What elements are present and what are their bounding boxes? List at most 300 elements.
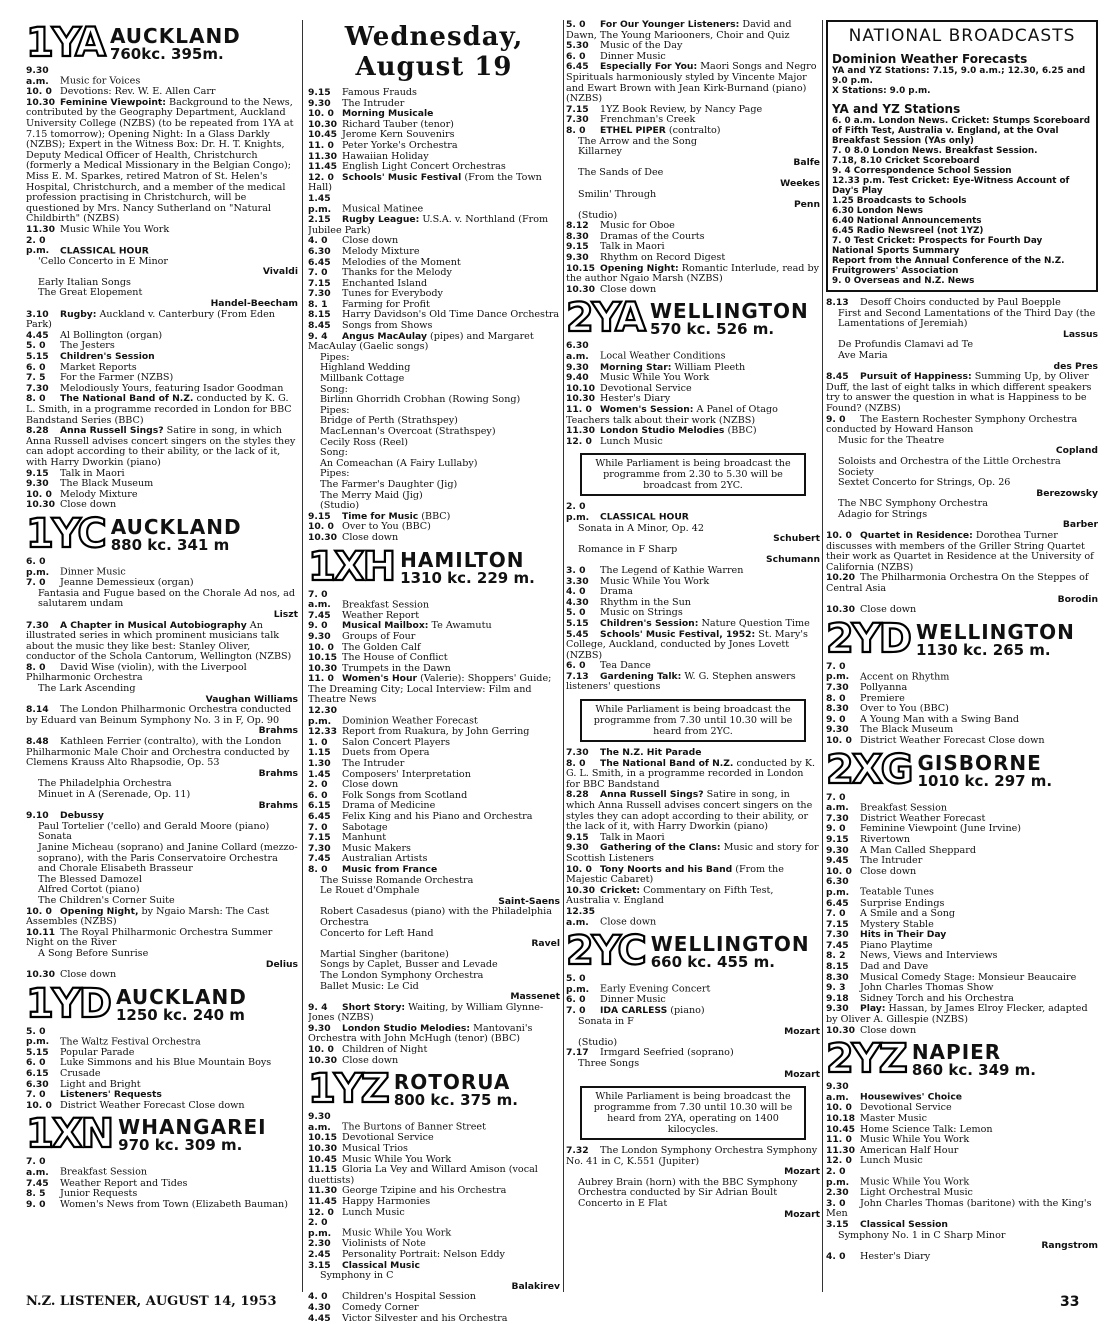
composer: Barber [1062,519,1098,531]
programme-text: Breakfast Session [342,599,430,611]
programme-time: 3.10 [26,308,49,320]
composer: Mozart [784,1208,820,1220]
programme-time: 9. 0 [308,620,328,632]
column-rule [822,20,823,1292]
programme-item [26,257,298,268]
programme-item [26,790,298,801]
programme-time: 9.30 a.m. [308,1111,331,1133]
programme-time: 9. 0 [826,713,846,725]
programme-time: 1.45 p.m. [308,192,332,215]
composer: Rangstrom [1041,1240,1098,1252]
programme-text: A Man Called Sheppard [860,844,976,856]
programme-time: 8. 0 [826,692,846,704]
national-item: 1.25 Broadcasts to Schools [832,196,967,206]
programme-text: Romantic Interlude, read by the author Ngaio Marsh (NZBS) [566,262,820,285]
programme-item [26,98,298,225]
programme-text: The Golden Calf [342,641,421,653]
programme-text: (From the Town Hall) [308,171,542,194]
programme-text: Talk in Maori [600,241,665,253]
programme-time: 5. 0 [566,20,586,30]
column-2 [308,20,560,1324]
programme-item [826,1082,1098,1103]
programme-text: Close down [342,779,399,791]
programme-time: 10.30 [308,531,338,543]
station-name [912,1042,1036,1078]
programme-text: Rivertown [860,833,910,845]
national-item: 7.18, 8.10 Cricket Scoreboard [832,156,980,166]
programme-item [26,589,298,610]
programme-title: Rugby League: [342,214,420,226]
programme-detail: Pipes: [320,404,350,416]
programme-title: Listeners' Requests [60,1089,162,1101]
programme-time: 2. 0 p.m. [566,501,590,523]
programme-time: 9.15 [566,831,589,843]
programme-text: John Charles Thomas (baritone) with the King's Men [826,1197,1092,1220]
programme-text: Sidney Torch and his Orchestra [860,992,1014,1004]
programme-text: Happy Harmonies [342,1196,431,1207]
programme-text: (Valerie): Shoppers' Guide; The Dreaming City; Local Interview: Film and Theatre News [308,673,552,706]
programme-item [566,790,820,832]
programme-text: Music of the Day [600,40,683,52]
programme-detail: Bridge of Perth (Strathspey) [320,415,458,427]
programme-item [26,663,298,684]
programme-text: Music While You Work [600,372,710,384]
programme-item [308,1208,560,1219]
programme-time: 10. 0 [826,865,852,877]
programme-time: 10.15 [308,652,338,664]
programme-text: Talk in Maori [600,831,665,843]
programme-time: 11.45 [308,161,338,173]
programme-text: Popular Parade [60,1046,135,1058]
programme-item [308,1003,560,1024]
programme-time: 7. 0 a.m. [826,791,849,814]
programme-time: 4.30 [308,1301,331,1313]
programme-time: 6.15 [308,800,331,812]
programme-time: 10.30 [26,96,56,108]
station-frequency: 1310 kc. 229 m. [400,568,535,587]
composer: Handel-Beecham [210,298,298,310]
national-item: 9. 0 Overseas and N.Z. News [832,276,975,286]
programme-time: 4.30 [566,596,589,608]
programme-item [566,907,820,928]
programme-time: 7.30 [308,288,331,300]
programme-item [26,557,298,578]
programme-text: Victor Silvester and his Orchestra [342,1312,508,1324]
programme-text: U.S.A. v. Northland (From Jubilee Park) [308,214,549,236]
programme-time: 5. 0 [566,607,586,619]
programme-text: The London Symphony Orchestra Symphony No. 41 in C, K.551 (Jupiter) [566,1145,818,1167]
programme-text: Close down [860,865,917,877]
programme-item [566,264,820,285]
programme-text: Auckland v. Canterbury (From Eden Park) [26,308,275,331]
programme-text: conducted by K. G. L. Smith, in a programme recorded in London for BBC Bandstand Series (BBC) [26,393,292,426]
programme-text: Violinists of Note [342,1238,426,1250]
programme-text: The Legend of Kathie Warren [600,564,744,576]
programme-time: 12. 0 [566,435,592,447]
programme-text: Musical Comedy Stage: Monsieur Beaucaire [860,971,1077,983]
programme-item [566,502,820,523]
programme-item [26,1027,298,1048]
programme-item [308,173,560,194]
programme-text: Felix King and his Piano and Orchestra [342,811,533,822]
page-number: 33 [1060,1294,1080,1310]
programme-text: American Half Hour [860,1144,959,1156]
programme-text: The Black Museum [860,724,954,736]
programme-time: 8.14 [26,704,49,716]
programme-text: Feminine Viewpoint (June Irvine) [860,823,1022,835]
programme-detail: 'Cello Concerto in E Minor [38,255,169,267]
programme-detail: Pipes: [320,468,350,480]
programme-text: Lunch Music [600,435,663,447]
programme-text: Frenchman's Creek [600,114,696,126]
programme-text: Maori Songs and Negro Spirituals harmoniously styled by Vincente Major and Ewart Brown with Jean Kirk-Burnand (piano) (NZBS) [566,61,817,105]
station-header [566,928,820,975]
programme-item [566,285,820,296]
programme-text: Local Weather Conditions [600,351,726,363]
programme-time: 9.30 [308,1022,331,1034]
programme-detail: Adagio for Strings [838,508,928,520]
programme-text: Sabotage [342,821,388,833]
programme-item [26,426,298,468]
programme-title: The N.Z. Hit Parade [600,747,702,759]
programme-time: 7.30 [826,812,849,824]
programme-text: Light and Bright [60,1078,141,1090]
programme-text: Nature Question Time [701,617,810,629]
programme-item [826,351,1098,362]
programme-item [26,66,298,87]
programme-time: 10.20 [826,572,856,584]
programme-item [308,215,560,236]
programme-time: 9.30 [26,478,49,490]
programme-time: 8.13 [826,297,849,308]
programme-detail: The Philadelphia Orchestra [38,778,172,790]
programme-text: Piano Playtime [860,939,933,951]
station-logo: 2YC [566,928,645,975]
station-name [400,547,535,587]
programme-item [308,706,560,727]
programme-time: 10. 0 [308,641,334,653]
programme-time: 7. 0 [26,1089,46,1101]
programme-title: Play: [860,1003,886,1015]
programme-text: Music While You Work [342,1227,452,1239]
programme-text: Music for Oboe [600,220,675,232]
programme-text: Talk in Maori [60,467,125,479]
programme-item [26,1101,298,1112]
station-city: GISBORNE [917,750,1042,775]
programme-time: 7.45 [826,939,849,951]
station-name [110,514,242,554]
composer: Schubert [773,533,820,545]
programme-title: Opening Night: [600,262,679,274]
programme-time: 2.15 [308,214,331,226]
programme-time: 9. 0 [826,413,846,425]
programme-text: John Charles Thomas Show [860,982,994,994]
composer: des Pres [1053,360,1098,372]
programme-text: Close down [600,916,657,928]
station-name [116,984,247,1024]
programme-time: 11.30 [26,223,56,235]
programme-text: District Weather Forecast [860,812,986,824]
programme-time: 9.18 [826,992,849,1004]
station-name [650,301,809,337]
station-name [118,1117,266,1153]
programme-text: Kathleen Ferrier (contralto), with the London Philharmonic Male Choir and Orchestra conducted by Clemens Krauss Alto Rhapsodie, Op. 53 [26,736,290,769]
programme-detail: Romance in F Sharp [578,543,678,555]
programme-text: Close down [860,1024,917,1036]
programme-text: Mantovani's Orchestra with John McHugh (tenor) (BBC) [308,1022,533,1045]
programme-time: 9.15 [826,833,849,845]
programme-time: 10.30 [308,1143,338,1155]
programme-text: Richard Tauber (tenor) [342,118,454,130]
programme-detail: A Song Before Sunrise [38,947,149,959]
programme-title: Schools' Music Festival, 1952: [600,628,756,640]
programme-text: (From the Majestic Cabaret) [566,863,784,886]
programme-detail: The Farmer's Daughter (Jig) [320,478,458,490]
parliament-notice: While Parliament is being broadcast the programme from 7.30 until 10.30 will be heard from 2YA, operating on 1400 kilocycles. [580,1086,806,1140]
programme-text: Devotional Service [860,1102,952,1114]
programme-item [826,793,1098,814]
programme-detail: The Great Elopement [38,287,143,299]
programme-time: 5.45 [566,628,589,640]
programme-item [826,510,1098,521]
programme-title: Especially For You: [600,61,698,73]
programme-text: Close down [342,1054,399,1066]
programme-detail: The Arrow and the Song [578,135,697,147]
programme-detail: Concerto in E Flat [578,1198,668,1210]
programme-text: Close down [860,604,917,616]
station-city: WELLINGTON [649,299,809,324]
programme-text: Hawaiian Holiday [342,150,429,162]
programme-time: 9.15 [566,241,589,253]
station-logo: 2YA [566,295,644,342]
programme-time: 10.45 [308,1153,338,1165]
programme-item [566,843,820,864]
programme-time: 10. 0 [26,488,52,500]
composer: Brahms [258,799,298,811]
programme-time: 6.45 [308,256,331,268]
programme-time: 9.15 [26,467,49,479]
programme-detail: Song: [320,383,348,395]
programme-text: Close down [342,531,399,543]
programme-time: 6.45 [566,61,589,73]
programme-time: 10.11 [26,926,56,938]
programme-time: 7. 5 [26,372,46,384]
programme-item [826,531,1098,573]
programme-item [566,190,820,201]
programme-time: 9.15 [308,87,331,98]
programme-detail: Sonata [38,831,72,843]
programme-time: 6.30 [26,1078,49,1090]
programme-item [308,929,560,940]
programme-time: 10. 0 [26,1099,52,1111]
programme-time: 8.30 [566,230,589,242]
programme-item [566,341,820,362]
programme-item [566,1059,820,1070]
programme-title: Morning Star: [600,361,672,373]
programme-time: 7.45 [26,1177,49,1189]
programme-text: Music Makers [342,842,411,854]
programme-time: 7.15 [826,918,849,930]
programme-text: Satire in song, in which Anna Russell advises concert singers on the styles they can adopt according to their ability, or the lack of it, with Harry Dworkin (piano) [26,425,296,468]
station-frequency: 880 kc. 341 m [110,535,230,554]
programme-text: The Philharmonia Orchestra On the Steppes of Central Asia [826,572,1089,595]
programme-item [26,236,298,257]
programme-title: Anna Russell Sings? [600,789,704,801]
programme-time: 9.30 [826,1003,849,1015]
programme-text: Close down [60,499,117,511]
programme-title: Schools' Music Festival [342,171,462,183]
programme-time: 6. 0 [566,660,586,672]
station-logo: 1YZ [308,1066,388,1113]
programme-title: Feminine Viewpoint: [60,96,166,108]
national-item: Report from the Annual Conference of the N.Z. Fruitgrowers' Association [832,256,1065,276]
programme-time: 6.45 [826,897,849,909]
programme-text: Early Evening Concert [600,983,711,995]
programme-time: 6. 0 [26,361,46,373]
programme-item [308,590,560,611]
programme-detail: Music for the Theatre [838,434,945,446]
programme-text: (pipes) and Margaret MacAulay (Gaelic songs) [308,330,534,353]
parliament-notice: While Parliament is being broadcast the programme from 7.30 until 10.30 will be heard from 2YC. [580,699,806,742]
composer: Balfe [793,156,820,168]
programme-item [566,437,820,448]
programme-time: 10.30 [826,604,856,616]
programme-time: 12. 0 [308,1206,334,1218]
composer: Vivaldi [262,266,298,278]
programme-time: 4.45 [308,1312,331,1324]
programme-title: Gathering of the Clans: [600,842,721,854]
programme-time: 10.45 [308,129,338,141]
programme-title: Morning Musicale [342,108,434,120]
programme-time: 7.45 [308,609,331,621]
programme-item [826,309,1098,330]
programme-item [308,674,560,706]
programme-item [826,605,1098,616]
programme-text: Duets from Opera [342,747,430,759]
column-4 [826,20,1098,1262]
composer: Saint-Saens [498,895,560,907]
programme-time: 5.15 [26,351,49,363]
programme-time: 3.15 [826,1218,849,1230]
programme-time: 8.30 [826,703,849,715]
programme-text: Music While You Work [600,575,710,587]
programme-text: Manhunt [342,832,387,844]
programme-time: 8.45 [826,371,849,383]
programme-time: 6.30 a.m. [566,340,589,363]
column-3 [566,20,820,1220]
programme-text: (contralto) [668,124,721,136]
programme-time: 10. 0 [566,863,592,875]
national-item: 6.45 Radio Newsreel (not 1YZ) [832,226,984,236]
programme-time: 10. 0 [26,86,52,98]
composer: Borodin [1057,593,1098,605]
programme-text: David Wise (violin), with the Liverpool Philharmonic Orchestra [26,661,247,684]
programme-text: The Royal Philharmonic Orchestra Summer Night on the River [26,926,273,949]
programme-detail: Symphony No. 1 in C Sharp Minor [838,1229,1006,1241]
programme-item [566,405,820,426]
station-city: NAPIER [911,1040,1002,1065]
programme-time: 5.15 [26,1046,49,1058]
programme-item [566,1199,820,1210]
programme-detail: The NBC Symphony Orchestra [838,498,988,510]
programme-detail: Le Rouet d'Omphale [320,885,420,897]
programme-text: Summing Up, by Oliver Duff, the last of eight talks in which different speakers try to answer the question in what is Happiness to be Found? (NZBS) [826,371,1092,414]
programme-time: 11. 0 [826,1134,852,1146]
parliament-notice: While Parliament is being broadcast the programme from 2.30 to 5.30 will be broadcast from 2YC. [580,453,806,496]
programme-title: Rugby: [60,308,97,320]
station-frequency: 660 kc. 455 m. [650,953,775,972]
programme-detail: (Studio) [578,209,618,221]
programme-text: District Weather Forecast Close down [860,734,1045,746]
programme-text: Junior Requests [60,1188,138,1200]
programme-item [826,1156,1098,1167]
programme-text: Hassan, by James Elroy Flecker, adapted by Oliver A. Gillespie (NZBS) [826,1003,1088,1026]
programme-text: Weather Report and Tides [60,1177,188,1189]
national-item: 6.40 National Announcements [832,216,982,226]
programme-title: For Our Younger Listeners: [600,20,740,30]
programme-text: Dramas of the Courts [600,230,705,242]
station-name [394,1072,518,1108]
programme-item [826,415,1098,436]
programme-title: Classical Music [342,1259,420,1271]
programme-item [826,867,1098,878]
programme-detail: Sextet Concerto for Strings, Op. 26 [838,477,1011,489]
composer: Brahms [258,767,298,779]
station-city: HAMILTON [400,547,525,572]
programme-text: The Intruder [860,855,923,867]
programme-detail: MacLennan's Overcoat (Strathspey) [320,426,496,437]
programme-item [26,705,298,726]
programme-text: Children's Hospital Session [342,1291,476,1303]
station-logo: 1YC [26,510,105,557]
programme-time: 12.30 p.m. [308,705,338,727]
programme-time: 8. 5 [26,1188,46,1200]
station-logo: 1YA [26,20,104,66]
programme-item [826,372,1098,414]
programme-time: 7.15 [308,832,331,844]
programme-text: Melody Mixture [60,488,138,500]
programme-text: Harry Davidson's Old Time Dance Orchestra [342,309,560,321]
programme-detail: Paul Tortelier ('cello) and Gerald Moore (piano) [38,820,270,832]
national-item: 7. 0 8.0 London News. Breakfast Session. [832,146,1038,156]
programme-detail: Millbank Cottage [320,373,405,385]
programme-detail: Pipes: [320,351,350,363]
programme-text: The Burtons of Banner Street [342,1121,486,1133]
programme-text: Hester's Diary [600,393,671,405]
programme-time: 1.45 [308,768,331,780]
programme-text: Close down [60,969,117,981]
programme-item [308,1056,560,1067]
programme-time: 12. 0 [826,1155,852,1167]
programme-time: 10. 0 [26,905,52,917]
programme-text: Surprise Endings [860,897,945,909]
programme-time: 7.32 [566,1145,589,1157]
programme-time: 9.30 [308,630,331,642]
composer: Weekes [780,177,820,189]
programme-title: Cricket: [600,884,641,896]
programme-detail: Janine Micheau (soprano) and Janine Collard (mezzo-soprano), with the Paris Conservatoire Orchestra and Chorale Elisabeth Brasseur [38,841,298,875]
programme-text: Commentary on Fifth Test, Australia v. England [566,884,774,907]
programme-detail: Three Songs [578,1057,640,1069]
programme-title: CLASSICAL HOUR [600,511,689,523]
national-item: 9. 4 Correspondence School Session [832,166,1012,176]
programme-text: The Black Museum [60,478,154,490]
programme-time: 7. 0 [566,1004,586,1016]
programme-detail: Highland Wedding [320,362,411,374]
station-frequency: 1010 kc. 297 m. [917,771,1053,790]
programme-title: Hits in Their Day [860,929,947,941]
programme-text: Trumpets in the Dawn [342,662,451,674]
